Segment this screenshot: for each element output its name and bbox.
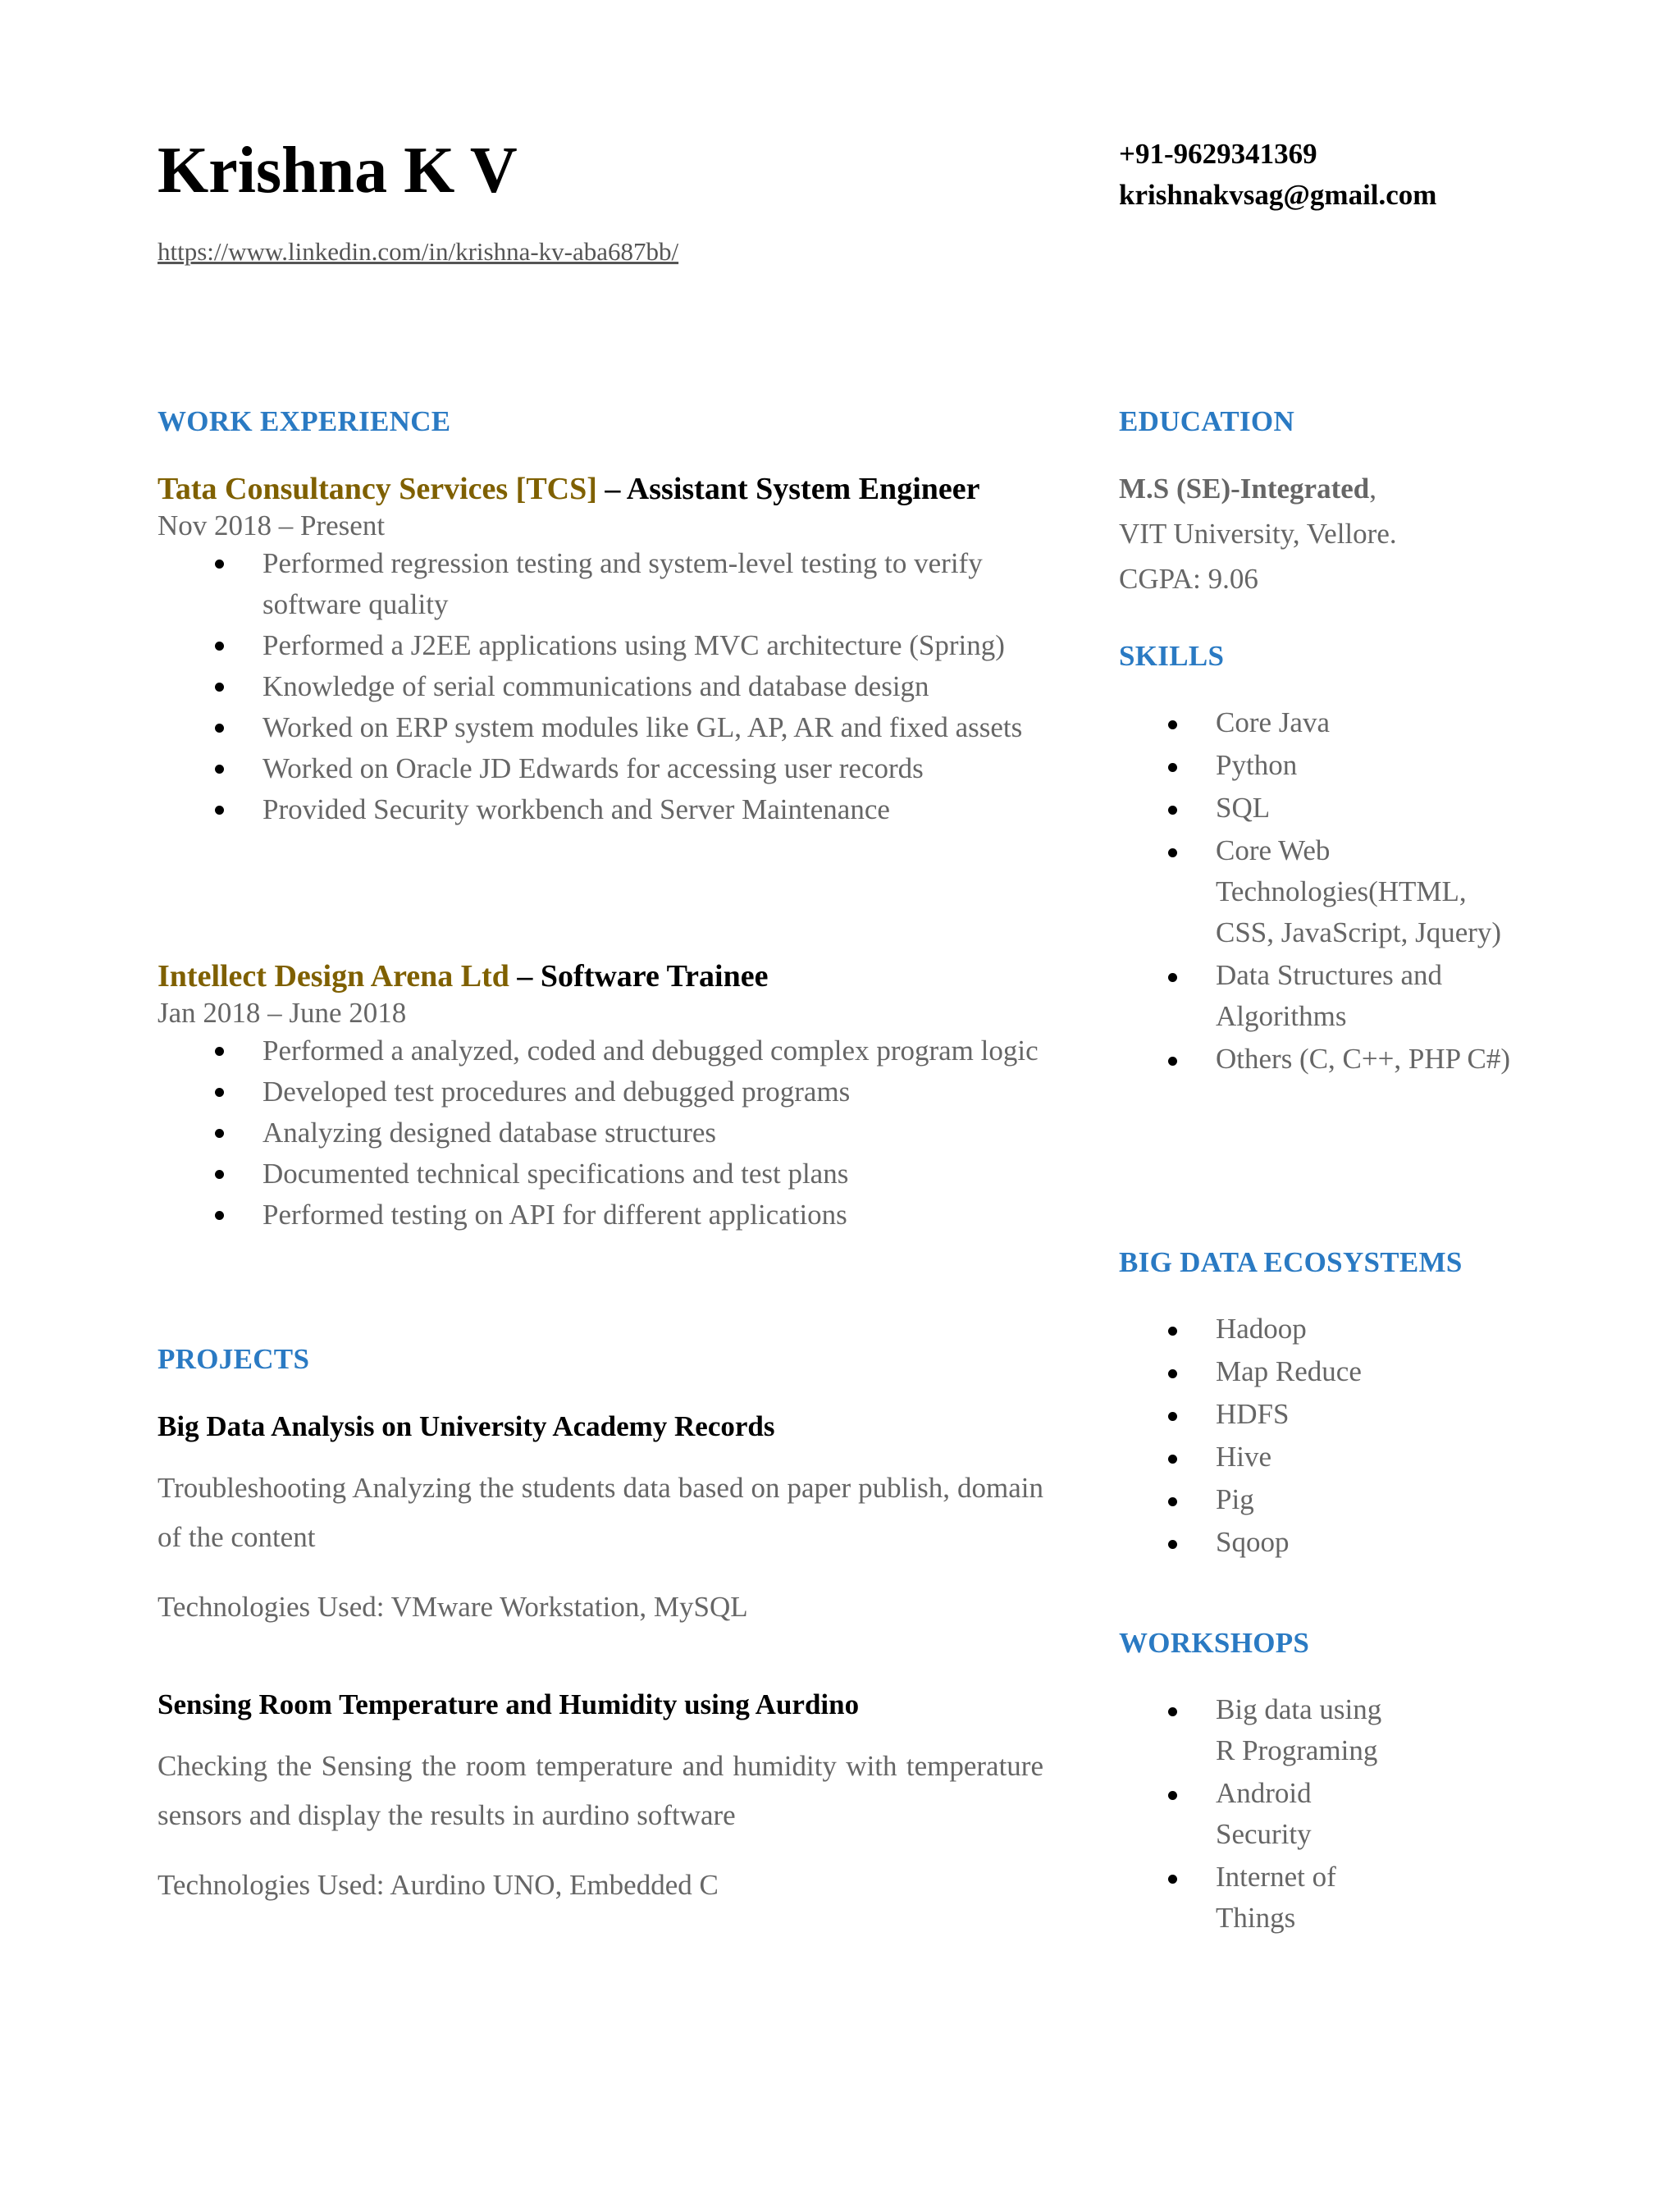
education-block: [1119, 466, 1578, 601]
university: VIT University, Vellore.: [1119, 518, 1397, 550]
project-item: [158, 1688, 1043, 1903]
list-item: Pig: [1119, 1479, 1529, 1520]
list-item: Python: [1119, 745, 1529, 786]
project-technologies: Technologies Used: Aurdino UNO, Embedded C: [158, 1869, 719, 1901]
list-item: Performed a J2EE applications using MVC architecture (Spring): [158, 625, 1043, 666]
list-item: Hive: [1119, 1437, 1529, 1478]
list-item: Knowledge of serial communications and database design: [158, 666, 1043, 707]
workshops-list: [1119, 1689, 1390, 1940]
skills-list: [1119, 702, 1529, 1081]
project-technologies: Technologies Used: VMware Workstation, MySQL: [158, 1591, 748, 1623]
list-item: Internet of Things: [1119, 1857, 1390, 1939]
workshops-heading: WORKSHOPS: [1119, 1627, 1310, 1659]
email-address: krishnakvsag@gmail.com: [1119, 179, 1437, 211]
list-item: HDFS: [1119, 1394, 1529, 1435]
degree: [1119, 466, 1578, 511]
list-item: Others (C, C++, PHP C#): [1119, 1039, 1529, 1080]
work-experience-heading: WORK EXPERIENCE: [158, 405, 451, 437]
list-item: Performed testing on API for different applications: [158, 1195, 1043, 1236]
list-item: Data Structures and Algorithms: [1119, 955, 1529, 1037]
list-item: Android Security: [1119, 1773, 1390, 1855]
job-bullet-list: [158, 1030, 1043, 1236]
linkedin-link[interactable]: https://www.linkedin.com/in/krishna-kv-aba687bb/: [158, 237, 679, 266]
list-item: SQL: [1119, 788, 1529, 829]
list-item: Big data using R Programing: [1119, 1689, 1390, 1771]
job-tcs: [158, 471, 1043, 830]
job-bullet-list: [158, 543, 1043, 830]
project-description: Checking the Sensing the room temperature and humidity with temperature sensors and display the results in aurdino software: [158, 1750, 1043, 1831]
list-item: Performed regression testing and system-level testing to verify software quality: [158, 543, 1043, 625]
candidate-name: Krishna K V: [158, 135, 518, 207]
projects-heading: PROJECTS: [158, 1343, 310, 1375]
project-description: Troubleshooting Analyzing the students data based on paper publish, domain of the content: [158, 1472, 1043, 1553]
list-item: Map Reduce: [1119, 1351, 1529, 1392]
list-item: Core Java: [1119, 702, 1529, 743]
degree-suffix: ,: [1369, 473, 1376, 505]
company-name: Intellect Design Arena Ltd: [158, 959, 509, 994]
job-title: [158, 958, 1043, 996]
list-item: Core Web Technologies(HTML, CSS, JavaScript, Jquery): [1119, 830, 1529, 953]
list-item: Provided Security workbench and Server Maintenance: [158, 789, 1043, 830]
job-dates: Nov 2018 – Present: [158, 509, 386, 541]
job-dates: Jan 2018 – June 2018: [158, 996, 407, 1029]
job-role: – Software Trainee: [509, 959, 769, 994]
list-item: Performed a analyzed, coded and debugged complex program logic: [158, 1030, 1043, 1071]
list-item: Hadoop: [1119, 1309, 1529, 1350]
list-item: Developed test procedures and debugged programs: [158, 1071, 1043, 1112]
list-item: Documented technical specifications and test plans: [158, 1154, 1043, 1195]
project-title: Big Data Analysis on University Academy Records: [158, 1410, 775, 1442]
degree-name: M.S (SE)-Integrated: [1119, 473, 1370, 505]
project-title: Sensing Room Temperature and Humidity using Aurdino: [158, 1688, 860, 1720]
big-data-list: [1119, 1309, 1529, 1565]
job-role: – Assistant System Engineer: [596, 472, 980, 506]
list-item: Analyzing designed database structures: [158, 1112, 1043, 1154]
list-item: Worked on Oracle JD Edwards for accessing user records: [158, 748, 1043, 789]
list-item: Sqoop: [1119, 1522, 1529, 1563]
cgpa: CGPA: 9.06: [1119, 563, 1258, 595]
company-name: Tata Consultancy Services [TCS]: [158, 472, 597, 506]
skills-heading: SKILLS: [1119, 640, 1225, 672]
list-item: Worked on ERP system modules like GL, AP, AR and fixed assets: [158, 707, 1043, 748]
education-heading: EDUCATION: [1119, 405, 1295, 437]
contact-block: [1119, 134, 1436, 216]
big-data-heading: BIG DATA ECOSYSTEMS: [1119, 1246, 1463, 1278]
job-intellect: [158, 958, 1043, 1236]
project-item: [158, 1409, 1043, 1624]
job-title: [158, 471, 1043, 509]
phone-number: +91-9629341369: [1119, 138, 1317, 170]
